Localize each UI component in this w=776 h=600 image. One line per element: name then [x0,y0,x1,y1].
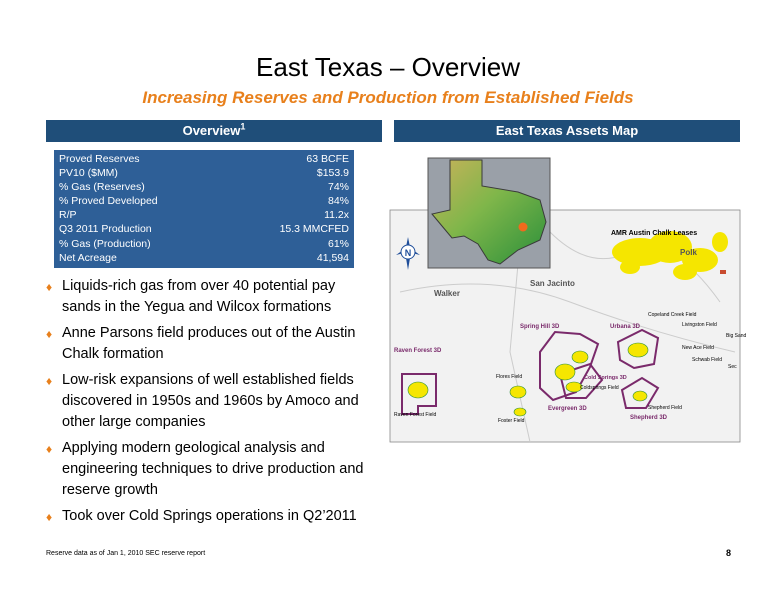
table-row [59,166,349,180]
bullet-list [46,276,376,532]
copeland-label: Copeland Creek Field [648,312,697,318]
overview-header-label: Overview [182,123,241,138]
row-label: Q3 2011 Production [59,223,152,236]
diamond-bullet-icon: ♦ [46,510,53,524]
overview-header [46,120,382,142]
row-label: Proved Reserves [59,153,140,165]
raven-field-label: Raven Forest Field [394,412,437,418]
row-value: 63 BCFE [306,153,349,165]
raven-3d-label: Raven Forest 3D [394,348,442,354]
location-marker [519,223,528,232]
lease-marker [720,270,726,274]
diamond-bullet-icon: ♦ [46,374,53,388]
list-item [46,506,376,527]
table-row [59,180,349,194]
polk-label: Polk [680,248,697,257]
north-label: N [404,248,412,258]
row-value: 15.3 MMCFED [279,223,349,236]
evergreen-label: Evergreen 3D [548,406,587,412]
table-row [59,251,349,265]
foster-label: Foster Field [498,418,525,424]
livingston-label: Livingston Field [682,322,717,328]
table-row [59,208,349,222]
row-value: 84% [327,195,349,208]
walker-label: Walker [434,289,460,298]
spring-hill-label: Spring Hill 3D [520,324,560,330]
page-subtitle: Increasing Reserves and Production from Established Fields [142,88,634,107]
table-row [59,222,349,236]
page-title: East Texas – Overview [256,52,520,82]
bullet-text: Took over Cold Springs operations in Q2’2011 [62,508,357,524]
list-item [46,276,376,318]
map-graphic [390,152,747,442]
diamond-bullet-icon: ♦ [46,442,53,456]
urbana-label: Urbana 3D [610,324,641,330]
footer-note: Reserve data as of Jan 1, 2010 SEC reserve report [46,550,206,557]
row-value: 11.2x [324,209,349,222]
table-row [59,194,349,208]
cold-springs-3d-label: Cold Springs 3D [584,375,627,381]
san-jacinto-label: San Jacinto [530,279,575,288]
row-label: % Proved Developed [59,195,158,208]
table-row [59,152,349,166]
overview-footnote-marker: 1 [240,121,246,132]
schwab-label: Schwab Field [692,357,723,363]
sem-label: Sec [728,364,737,370]
bullet-text: Liquids-rich gas from over 40 potential pay sands in the Yegua and Wilcox formations [62,278,336,315]
shepherd-field-label: Shepherd Field [648,405,682,411]
row-label: R/P [59,209,77,222]
row-value: 61% [327,237,349,250]
list-item [46,438,376,501]
row-label: PV10 ($MM) [59,167,118,180]
amr-label: AMR Austin Chalk Leases [611,230,698,237]
list-item [46,323,376,365]
east-texas-assets-map [390,152,747,442]
overview-table [54,150,354,268]
new-ace-label: New Ace Field [682,345,714,351]
shepherd-3d-label: Shepherd 3D [630,415,668,421]
bullet-text: Anne Parsons field produces out of the Austin Chalk formation [62,325,356,362]
row-label: % Gas (Production) [59,237,151,250]
diamond-bullet-icon: ♦ [46,327,53,341]
row-label: % Gas (Reserves) [59,181,145,194]
coldsprings-field-label: Coldsprings Field [580,385,619,391]
bullet-text: Low-risk expansions of well established fields discovered in 1950s and 1960s by Amoco and other large companies [62,372,359,430]
flores-label: Flores Field [496,374,523,380]
row-value: $153.9 [316,167,349,180]
list-item [46,370,376,433]
row-value: 74% [327,181,349,194]
table-row [59,237,349,251]
bullet-text: Applying modern geological analysis and engineering techniques to drive production and reserve growth [62,440,364,498]
map-header: East Texas Assets Map [394,120,740,142]
diamond-bullet-icon: ♦ [46,280,53,294]
row-label: Net Acreage [59,251,117,264]
row-value: 41,594 [316,251,349,264]
big-sandy-label: Big Sand [726,333,747,339]
page-number: 8 [726,548,732,558]
